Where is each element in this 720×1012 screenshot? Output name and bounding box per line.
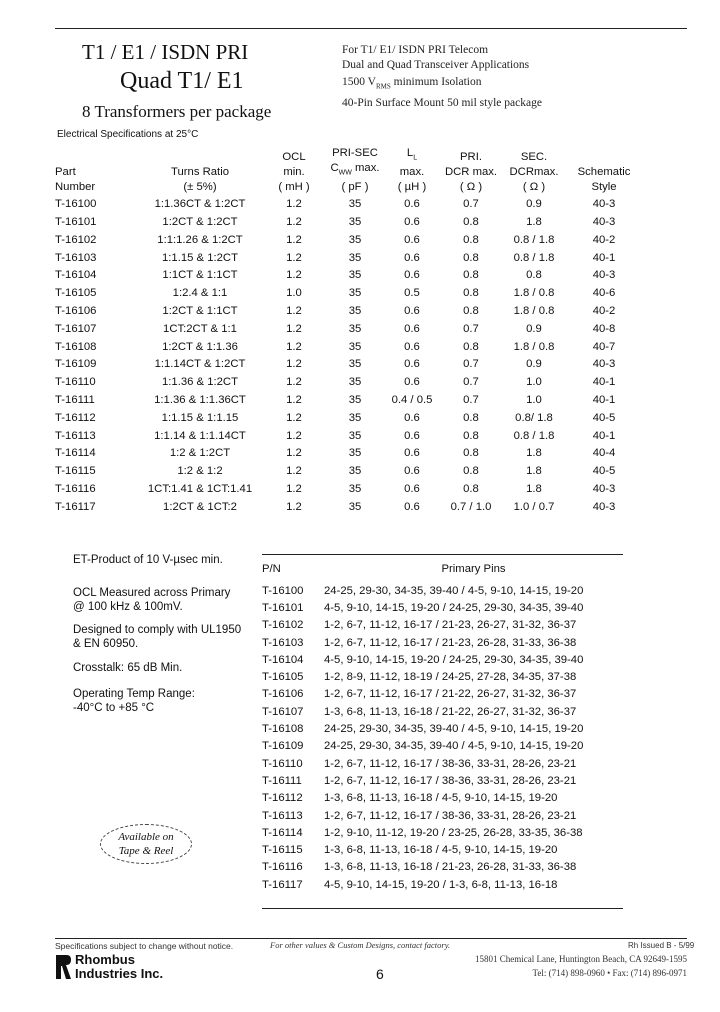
spec-cell: 40-2 — [592, 233, 616, 246]
feature-2: Dual and Quad Transceiver Applications — [342, 59, 530, 71]
note-et-product: ET-Product of 10 V-µsec min. — [73, 554, 223, 566]
spec-cell: 0.8 — [463, 304, 479, 317]
spec-cell: 0.6 — [404, 251, 420, 264]
pins-primary: 1-2, 6-7, 11-12, 16-17 / 38-36, 33-31, 28-26, 23-21 — [324, 757, 577, 770]
spec-cell: 40-5 — [592, 465, 616, 478]
spec-cell: 1CT:1.41 & 1CT:1.41 — [147, 482, 253, 495]
spec-cell: 1.2 — [286, 251, 302, 264]
pins-primary: 1-2, 9-10, 11-12, 19-20 / 23-25, 26-28, 33-35, 36-38 — [324, 826, 583, 839]
pins-row — [262, 634, 623, 651]
spec-cell: T-16117 — [55, 500, 96, 513]
spec-cell: 35 — [348, 198, 362, 211]
spec-cell: 1.2 — [286, 322, 302, 335]
spec-cell: 0.8 — [463, 269, 479, 282]
spec-table — [55, 146, 643, 516]
spec-cell: 0.7 — [463, 393, 479, 406]
spec-cell: 35 — [348, 215, 362, 228]
spec-cell: 40-3 — [592, 482, 616, 495]
note-crosstalk: Crosstalk: 65 dB Min. — [73, 662, 183, 674]
col-turns-ratio: Turns Ratio (± 5%) — [171, 166, 229, 194]
pins-row — [262, 720, 623, 737]
spec-cell: 0.4 / 0.5 — [391, 393, 433, 406]
spec-cell: 1.2 — [286, 198, 302, 211]
pins-primary: 1-2, 6-7, 11-12, 16-17 / 21-22, 26-27, 31-32, 36-37 — [324, 688, 577, 701]
spec-cell: 1.2 — [286, 500, 302, 513]
footer-phone: Tel: (714) 898-0960 • Fax: (714) 896-0971 — [532, 968, 687, 978]
note-ocl: OCL Measured across Primary @ 100 kHz & 100mV. — [73, 587, 231, 613]
company-line-2: Industries Inc. — [75, 966, 164, 981]
spec-cell: 1:1.14CT & 1:2CT — [154, 358, 246, 371]
pins-part-number: T-16116 — [262, 861, 303, 874]
spec-cell: 1.2 — [286, 233, 302, 246]
pins-part-number: T-16117 — [262, 878, 303, 891]
spec-cell: T-16114 — [55, 447, 96, 460]
pins-part-number: T-16104 — [262, 653, 304, 666]
spec-cell: 1:2CT & 1:1CT — [162, 304, 238, 317]
spec-cell: 40-6 — [592, 287, 616, 300]
pins-part-number: T-16112 — [262, 792, 303, 805]
spec-cell: 0.6 — [404, 269, 420, 282]
pins-part-number: T-16109 — [262, 740, 304, 753]
spec-cell: 1:1CT & 1:1CT — [162, 269, 238, 282]
spec-row — [55, 480, 643, 498]
spec-cell: 40-8 — [592, 322, 616, 335]
spec-cell: 0.7 / 1.0 — [450, 500, 492, 513]
spec-cell: 0.6 — [404, 376, 420, 389]
spec-cell: 1:2CT & 1:1.36 — [162, 340, 238, 353]
title-line-2: Quad T1/ E1 — [120, 68, 244, 94]
pins-row — [262, 738, 623, 755]
pins-primary: 4-5, 9-10, 14-15, 19-20 / 1-3, 6-8, 11-13, 16-18 — [324, 878, 558, 891]
spec-cell: 0.6 — [404, 322, 420, 335]
pins-part-number: T-16107 — [262, 705, 304, 718]
spec-cell: T-16113 — [55, 429, 96, 442]
spec-cell: 0.6 — [404, 358, 420, 371]
spec-cell: 40-3 — [592, 269, 616, 282]
pins-row — [262, 617, 623, 634]
spec-row — [55, 444, 643, 462]
pins-part-number: T-16114 — [262, 826, 303, 839]
spec-cell: 0.9 — [526, 198, 542, 211]
spec-cell: 40-5 — [592, 411, 616, 424]
spec-cell: 0.7 — [463, 322, 479, 335]
pins-row — [262, 841, 623, 858]
spec-row — [55, 320, 643, 338]
rhombus-logo-icon — [55, 954, 72, 980]
pins-part-number: T-16106 — [262, 688, 304, 701]
spec-cell: 0.7 — [463, 358, 479, 371]
pins-part-number: T-16110 — [262, 757, 303, 770]
spec-cell: 1:1.14 & 1:1.14CT — [154, 429, 246, 442]
pins-part-number: T-16105 — [262, 671, 304, 684]
spec-cell: T-16111 — [55, 393, 95, 406]
spec-cell: 1.8 / 0.8 — [513, 340, 555, 353]
spec-cell: T-16100 — [55, 198, 97, 211]
pins-row — [262, 755, 623, 772]
pins-row — [262, 824, 623, 841]
spec-cell: 1.2 — [286, 482, 302, 495]
spec-cell: 1:2 & 1:2CT — [169, 447, 231, 460]
pins-primary: 4-5, 9-10, 14-15, 19-20 / 24-25, 29-30, 34-35, 39-40 — [324, 601, 584, 614]
spec-row — [55, 391, 643, 409]
spec-cell: 1:1.15 & 1:1.15 — [161, 411, 239, 424]
spec-cell: 40-4 — [592, 447, 616, 460]
spec-cell: 40-2 — [592, 304, 616, 317]
pins-primary: 1-2, 6-7, 11-12, 16-17 / 21-23, 26-27, 31-32, 36-37 — [324, 619, 577, 632]
spec-cell: 0.6 — [404, 429, 420, 442]
spec-cell: T-16102 — [55, 233, 97, 246]
spec-cell: 0.7 — [463, 376, 479, 389]
spec-cell: 1.2 — [286, 304, 302, 317]
spec-cell: 0.8/ 1.8 — [515, 411, 553, 424]
pins-primary: 24-25, 29-30, 34-35, 39-40 / 4-5, 9-10, 14-15, 19-20 — [324, 723, 584, 736]
pins-row — [262, 790, 623, 807]
spec-cell: 0.8 — [463, 447, 479, 460]
spec-row — [55, 373, 643, 391]
spec-cell: 0.8 / 1.8 — [513, 429, 555, 442]
pins-primary: 24-25, 29-30, 34-35, 39-40 / 4-5, 9-10, 14-15, 19-20 — [324, 740, 584, 753]
spec-cell: 1.2 — [286, 411, 302, 424]
spec-row — [55, 302, 643, 320]
spec-cell: 1.2 — [286, 340, 302, 353]
feature-1: For T1/ E1/ ISDN PRI Telecom — [342, 44, 489, 56]
col-pri-sec: PRI-SEC $C_{WW}$ max. ( pF ) — [330, 147, 380, 194]
spec-cell: 1.2 — [286, 358, 302, 371]
pins-row — [262, 599, 623, 616]
pins-bottom-rule — [262, 908, 623, 909]
pins-part-number: T-16115 — [262, 844, 303, 857]
pins-primary: 1-2, 6-7, 11-12, 16-17 / 38-36, 33-31, 28-26, 23-21 — [324, 774, 577, 787]
pins-primary: 1-3, 6-8, 11-13, 16-18 / 4-5, 9-10, 14-15, 19-20 — [324, 792, 558, 805]
spec-cell: 1.0 — [526, 393, 542, 406]
spec-cell: 0.8 — [463, 287, 479, 300]
spec-cell: T-16116 — [55, 482, 96, 495]
spec-cell: 0.8 — [463, 411, 479, 424]
spec-cell: 35 — [348, 287, 362, 300]
spec-cell: 0.8 — [463, 429, 479, 442]
spec-row — [55, 409, 643, 427]
spec-cell: 0.8 — [463, 233, 479, 246]
spec-row — [55, 266, 643, 284]
pins-primary: 1-3, 6-8, 11-13, 16-18 / 21-23, 26-28, 31-33, 36-38 — [324, 861, 577, 874]
spec-cell: 35 — [348, 500, 362, 513]
spec-cell: 0.6 — [404, 198, 420, 211]
col-sec-dcr: SEC. DCRmax. ( Ω ) — [509, 151, 559, 194]
spec-cell: T-16103 — [55, 251, 97, 264]
electrical-spec-caption: Electrical Specifications at 25°C — [57, 129, 199, 140]
spec-cell: 1.2 — [286, 376, 302, 389]
spec-cell: 40-3 — [592, 358, 616, 371]
spec-cell: T-16104 — [55, 269, 97, 282]
pins-primary: 1-2, 8-9, 11-12, 18-19 / 24-25, 27-28, 34-35, 37-38 — [324, 671, 577, 684]
spec-cell: 0.6 — [404, 500, 420, 513]
spec-cell: 1:2CT & 1:2CT — [162, 215, 238, 228]
spec-cell: 0.8 — [463, 465, 479, 478]
pins-top-rule — [262, 554, 623, 555]
footer-disclaimer: Specifications subject to change without notice. — [55, 941, 234, 951]
spec-cell: 0.9 — [526, 358, 542, 371]
spec-cell: 1:2CT & 1CT:2 — [163, 500, 237, 513]
spec-row — [55, 355, 643, 373]
spec-cell: 0.8 — [463, 251, 479, 264]
badge-line-1: Available on — [118, 831, 174, 843]
spec-cell: 1.8 — [526, 482, 542, 495]
spec-cell: 40-1 — [592, 393, 616, 406]
spec-cell: 1.0 / 0.7 — [513, 500, 555, 513]
spec-cell: 0.5 — [404, 287, 420, 300]
pins-primary: 24-25, 29-30, 34-35, 39-40 / 4-5, 9-10, 14-15, 19-20 — [324, 584, 584, 597]
spec-row — [55, 284, 643, 302]
spec-cell: T-16112 — [55, 411, 96, 424]
spec-cell: 35 — [348, 251, 362, 264]
spec-cell: 1.2 — [286, 215, 302, 228]
spec-cell: 1:1.15 & 1:2CT — [162, 251, 238, 264]
spec-cell: T-16109 — [55, 358, 97, 371]
company-line-1: Rhombus — [75, 952, 135, 967]
pins-table — [262, 556, 623, 893]
spec-cell: 35 — [348, 465, 362, 478]
spec-cell: 1CT:2CT & 1:1 — [163, 322, 237, 335]
pins-part-number: T-16101 — [262, 601, 304, 614]
spec-cell: 1:1:1.26 & 1:2CT — [157, 233, 243, 246]
spec-cell: T-16107 — [55, 322, 97, 335]
pins-row — [262, 582, 623, 599]
pins-row — [262, 876, 623, 893]
spec-cell: 0.6 — [404, 233, 420, 246]
spec-cell: 40-1 — [592, 429, 616, 442]
pins-primary: 1-3, 6-8, 11-13, 16-18 / 21-22, 26-27, 31-32, 36-37 — [324, 705, 577, 718]
pins-part-number: T-16113 — [262, 809, 303, 822]
title-line-1: T1 / E1 / ISDN PRI — [82, 40, 249, 64]
page-number: 6 — [376, 966, 384, 982]
pins-row — [262, 651, 623, 668]
pins-part-number: T-16100 — [262, 584, 304, 597]
spec-cell: 35 — [348, 269, 362, 282]
spec-cell: 0.6 — [404, 340, 420, 353]
spec-cell: T-16110 — [55, 376, 96, 389]
pins-row — [262, 807, 623, 824]
spec-cell: 0.8 — [526, 269, 542, 282]
spec-cell: T-16106 — [55, 304, 97, 317]
spec-cell: 0.7 — [463, 198, 479, 211]
spec-row — [55, 195, 643, 213]
spec-cell: 35 — [348, 340, 362, 353]
spec-cell: 0.8 / 1.8 — [513, 233, 555, 246]
spec-cell: 1:1.36 & 1:2CT — [162, 376, 238, 389]
note-compliance: Designed to comply with UL1950 & EN 60950. — [73, 624, 242, 650]
spec-cell: 35 — [348, 304, 362, 317]
spec-cell: 0.6 — [404, 411, 420, 424]
col-primary-pins: Primary Pins — [441, 563, 506, 575]
spec-cell: 35 — [348, 322, 362, 335]
spec-row — [55, 213, 643, 231]
spec-cell: T-16108 — [55, 340, 97, 353]
feature-3: 1500 $V_{RMS}$ minimum Isolation — [342, 76, 482, 91]
col-pn: P/N — [262, 563, 281, 575]
spec-row — [55, 249, 643, 267]
col-pri-dcr: PRI. DCR max. ( Ω ) — [444, 151, 498, 194]
spec-cell: 1.8 / 0.8 — [513, 304, 555, 317]
spec-cell: 1.8 — [526, 447, 542, 460]
spec-cell: 1.8 — [526, 465, 542, 478]
spec-cell: 0.8 / 1.8 — [513, 251, 555, 264]
spec-cell: 1:2.4 & 1:1 — [172, 287, 228, 300]
tape-reel-badge — [100, 824, 192, 864]
spec-cell: 35 — [348, 358, 362, 371]
spec-cell: 1.0 — [286, 287, 302, 300]
footer-issued: Rh Issued B - 5/99 — [628, 941, 695, 950]
spec-cell: 1:1.36 & 1:1.36CT — [154, 393, 246, 406]
spec-row — [55, 498, 643, 516]
pins-part-number: T-16111 — [262, 774, 302, 787]
spec-cell: 1.2 — [286, 429, 302, 442]
col-schematic: Schematic Style — [577, 166, 631, 194]
spec-cell: 0.8 — [463, 340, 479, 353]
footer-address: 15801 Chemical Lane, Huntington Beach, CA 92649-1595 — [475, 954, 687, 964]
spec-table-header — [55, 146, 643, 195]
spec-cell: 35 — [348, 233, 362, 246]
spec-cell: 0.6 — [404, 447, 420, 460]
spec-cell: 40-1 — [592, 251, 616, 264]
spec-cell: 35 — [348, 393, 362, 406]
pins-part-number: T-16102 — [262, 619, 304, 632]
footer-rule — [55, 938, 687, 939]
spec-cell: 40-7 — [592, 340, 616, 353]
pins-part-number: T-16103 — [262, 636, 304, 649]
pins-primary: 1-2, 6-7, 11-12, 16-17 / 21-23, 26-28, 31-33, 36-38 — [324, 636, 577, 649]
pins-primary: 4-5, 9-10, 14-15, 19-20 / 24-25, 29-30, 34-35, 39-40 — [324, 653, 584, 666]
spec-cell: T-16105 — [55, 287, 97, 300]
spec-cell: 1:2 & 1:2 — [177, 465, 223, 478]
col-part-number: Part Number — [55, 166, 96, 194]
spec-cell: 0.8 — [463, 215, 479, 228]
spec-cell: 1.8 / 0.8 — [513, 287, 555, 300]
badge-line-2: Tape & Reel — [118, 845, 174, 857]
spec-cell: 35 — [348, 429, 362, 442]
pins-primary: 1-3, 6-8, 11-13, 16-18 / 4-5, 9-10, 14-15, 19-20 — [324, 844, 558, 857]
spec-cell: 35 — [348, 447, 362, 460]
pins-table-header — [262, 556, 623, 582]
feature-4: 40-Pin Surface Mount 50 mil style package — [342, 97, 542, 109]
pins-primary: 1-2, 6-7, 11-12, 16-17 / 38-36, 33-31, 28-26, 23-21 — [324, 809, 577, 822]
spec-cell: 0.6 — [404, 304, 420, 317]
col-ocl: OCL min. ( mH ) — [278, 151, 310, 194]
pins-row — [262, 668, 623, 685]
spec-cell: 35 — [348, 376, 362, 389]
spec-cell: 1:1.36CT & 1:2CT — [154, 198, 246, 211]
top-rule — [55, 28, 687, 29]
pins-row — [262, 703, 623, 720]
spec-cell: 35 — [348, 482, 362, 495]
spec-cell: 1.2 — [286, 269, 302, 282]
pins-row — [262, 686, 623, 703]
spec-cell: 40-1 — [592, 376, 616, 389]
company-name — [75, 953, 163, 981]
pins-row — [262, 772, 623, 789]
spec-row — [55, 338, 643, 356]
spec-cell: 0.9 — [526, 322, 542, 335]
spec-cell: 1.8 — [526, 215, 542, 228]
spec-row — [55, 462, 643, 480]
spec-cell: 0.6 — [404, 482, 420, 495]
spec-cell: 40-3 — [592, 215, 616, 228]
spec-cell: 1.0 — [526, 376, 542, 389]
spec-cell: 1.2 — [286, 393, 302, 406]
col-ll: $L_L$ max. ( µH ) — [397, 147, 427, 194]
spec-cell: 40-3 — [592, 500, 616, 513]
spec-cell: 0.6 — [404, 215, 420, 228]
spec-cell: T-16115 — [55, 465, 96, 478]
spec-row — [55, 427, 643, 445]
spec-cell: 0.8 — [463, 482, 479, 495]
title-line-3: 8 Transformers per package — [82, 102, 272, 121]
spec-cell: 40-3 — [592, 198, 616, 211]
spec-cell: 1.2 — [286, 447, 302, 460]
footer-custom: For other values & Custom Designs, contact factory. — [270, 940, 451, 950]
pins-part-number: T-16108 — [262, 723, 304, 736]
spec-cell: 1.2 — [286, 465, 302, 478]
pins-row — [262, 859, 623, 876]
spec-cell: T-16101 — [55, 215, 97, 228]
note-temp-range: Operating Temp Range: -40°C to +85 °C — [73, 688, 195, 714]
spec-row — [55, 231, 643, 249]
spec-cell: 35 — [348, 411, 362, 424]
spec-cell: 0.6 — [404, 465, 420, 478]
